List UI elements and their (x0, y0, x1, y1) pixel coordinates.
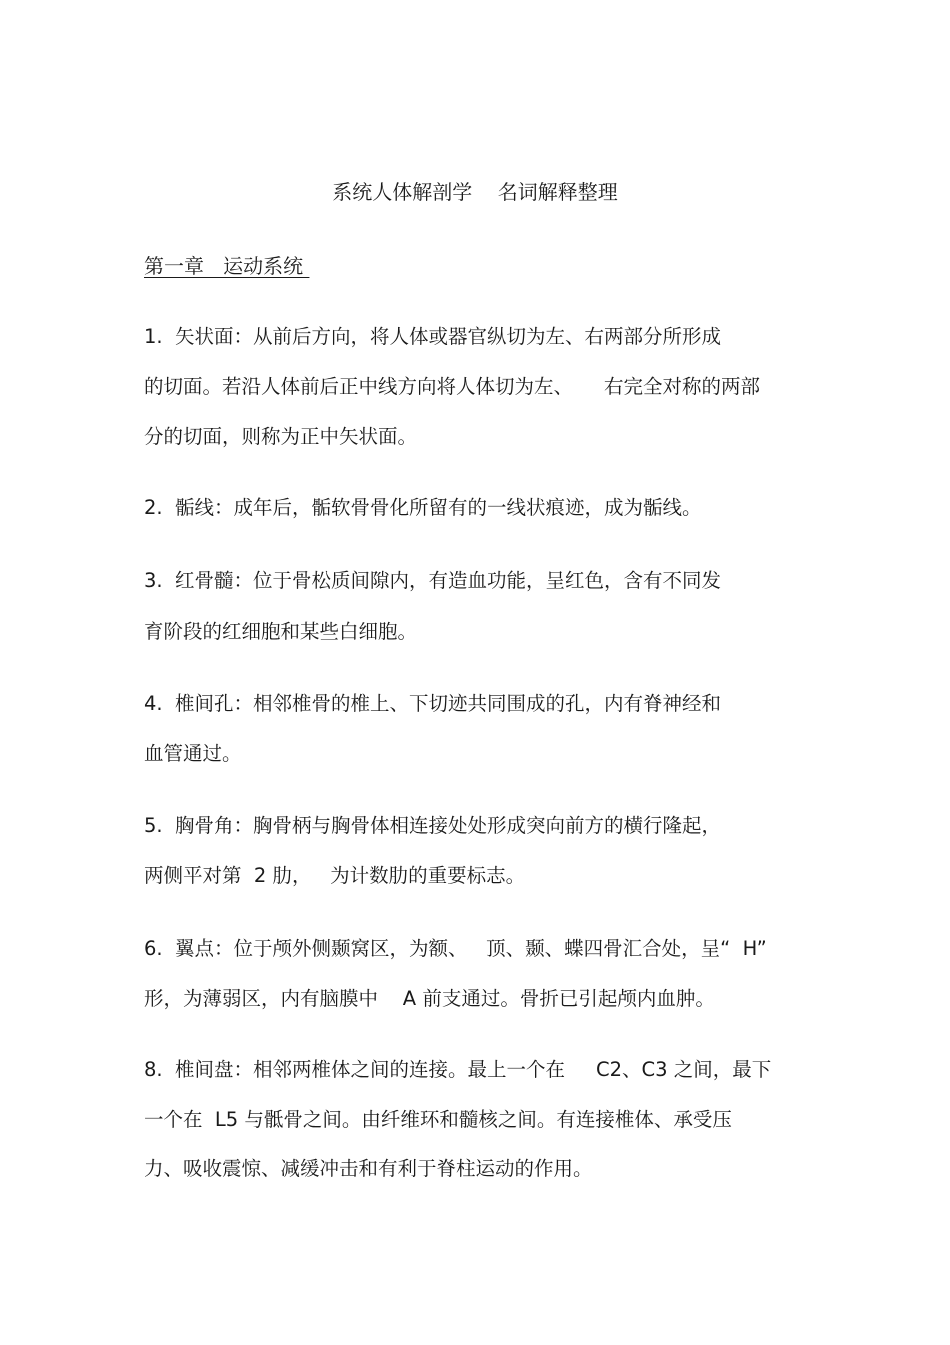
entry-line: 4. 椎间孔：相邻椎骨的椎上、下切迹共同围成的孔，内有脊神经和 (144, 692, 722, 715)
entry-line: 形，为薄弱区，内有脑膜中 A 前支通过。骨折已引起颅内血肿。 (144, 987, 715, 1010)
entry-line: 8. 椎间盘：相邻两椎体之间的连接。最上一个在 C2、C3 之间，最下 (144, 1058, 772, 1081)
entry-line: 两侧平对第 2 肋， 为计数肋的重要标志。 (144, 864, 526, 887)
entry-line: 血管通过。 (144, 742, 242, 765)
entry-line: 5. 胸骨角：胸骨柄与胸骨体相连接处处形成突向前方的横行隆起， (144, 814, 722, 837)
entry-line: 6. 翼点：位于颅外侧颞窝区，为额、 顶、颞、蝶四骨汇合处，呈“ H” (144, 937, 767, 960)
entry-line: 的切面。若沿人体前后正中线方向将人体切为左、 右完全对称的两部 (144, 375, 760, 398)
entry-line: 3. 红骨髓：位于骨松质间隙内，有造血功能，呈红色，含有不同发 (144, 569, 722, 592)
entry-line: 一个在 L5 与骶骨之间。由纤维环和髓核之间。有连接椎体、承受压 (144, 1108, 732, 1131)
document-title: 系统人体解剖学 名词解释整理 (332, 180, 618, 204)
entry-line: 育阶段的红细胞和某些白细胞。 (144, 620, 418, 643)
entry-line: 力、吸收震惊、减缓冲击和有利于脊柱运动的作用。 (144, 1157, 593, 1180)
chapter-heading: 第一章 运动系统 (144, 254, 310, 278)
entry-line: 分的切面，则称为正中矢状面。 (144, 425, 418, 448)
entry-line: 1. 矢状面：从前后方向，将人体或器官纵切为左、右两部分所形成 (144, 325, 722, 348)
entry-line: 2. 骺线：成年后，骺软骨骨化所留有的一线状痕迹，成为骺线。 (144, 496, 702, 519)
